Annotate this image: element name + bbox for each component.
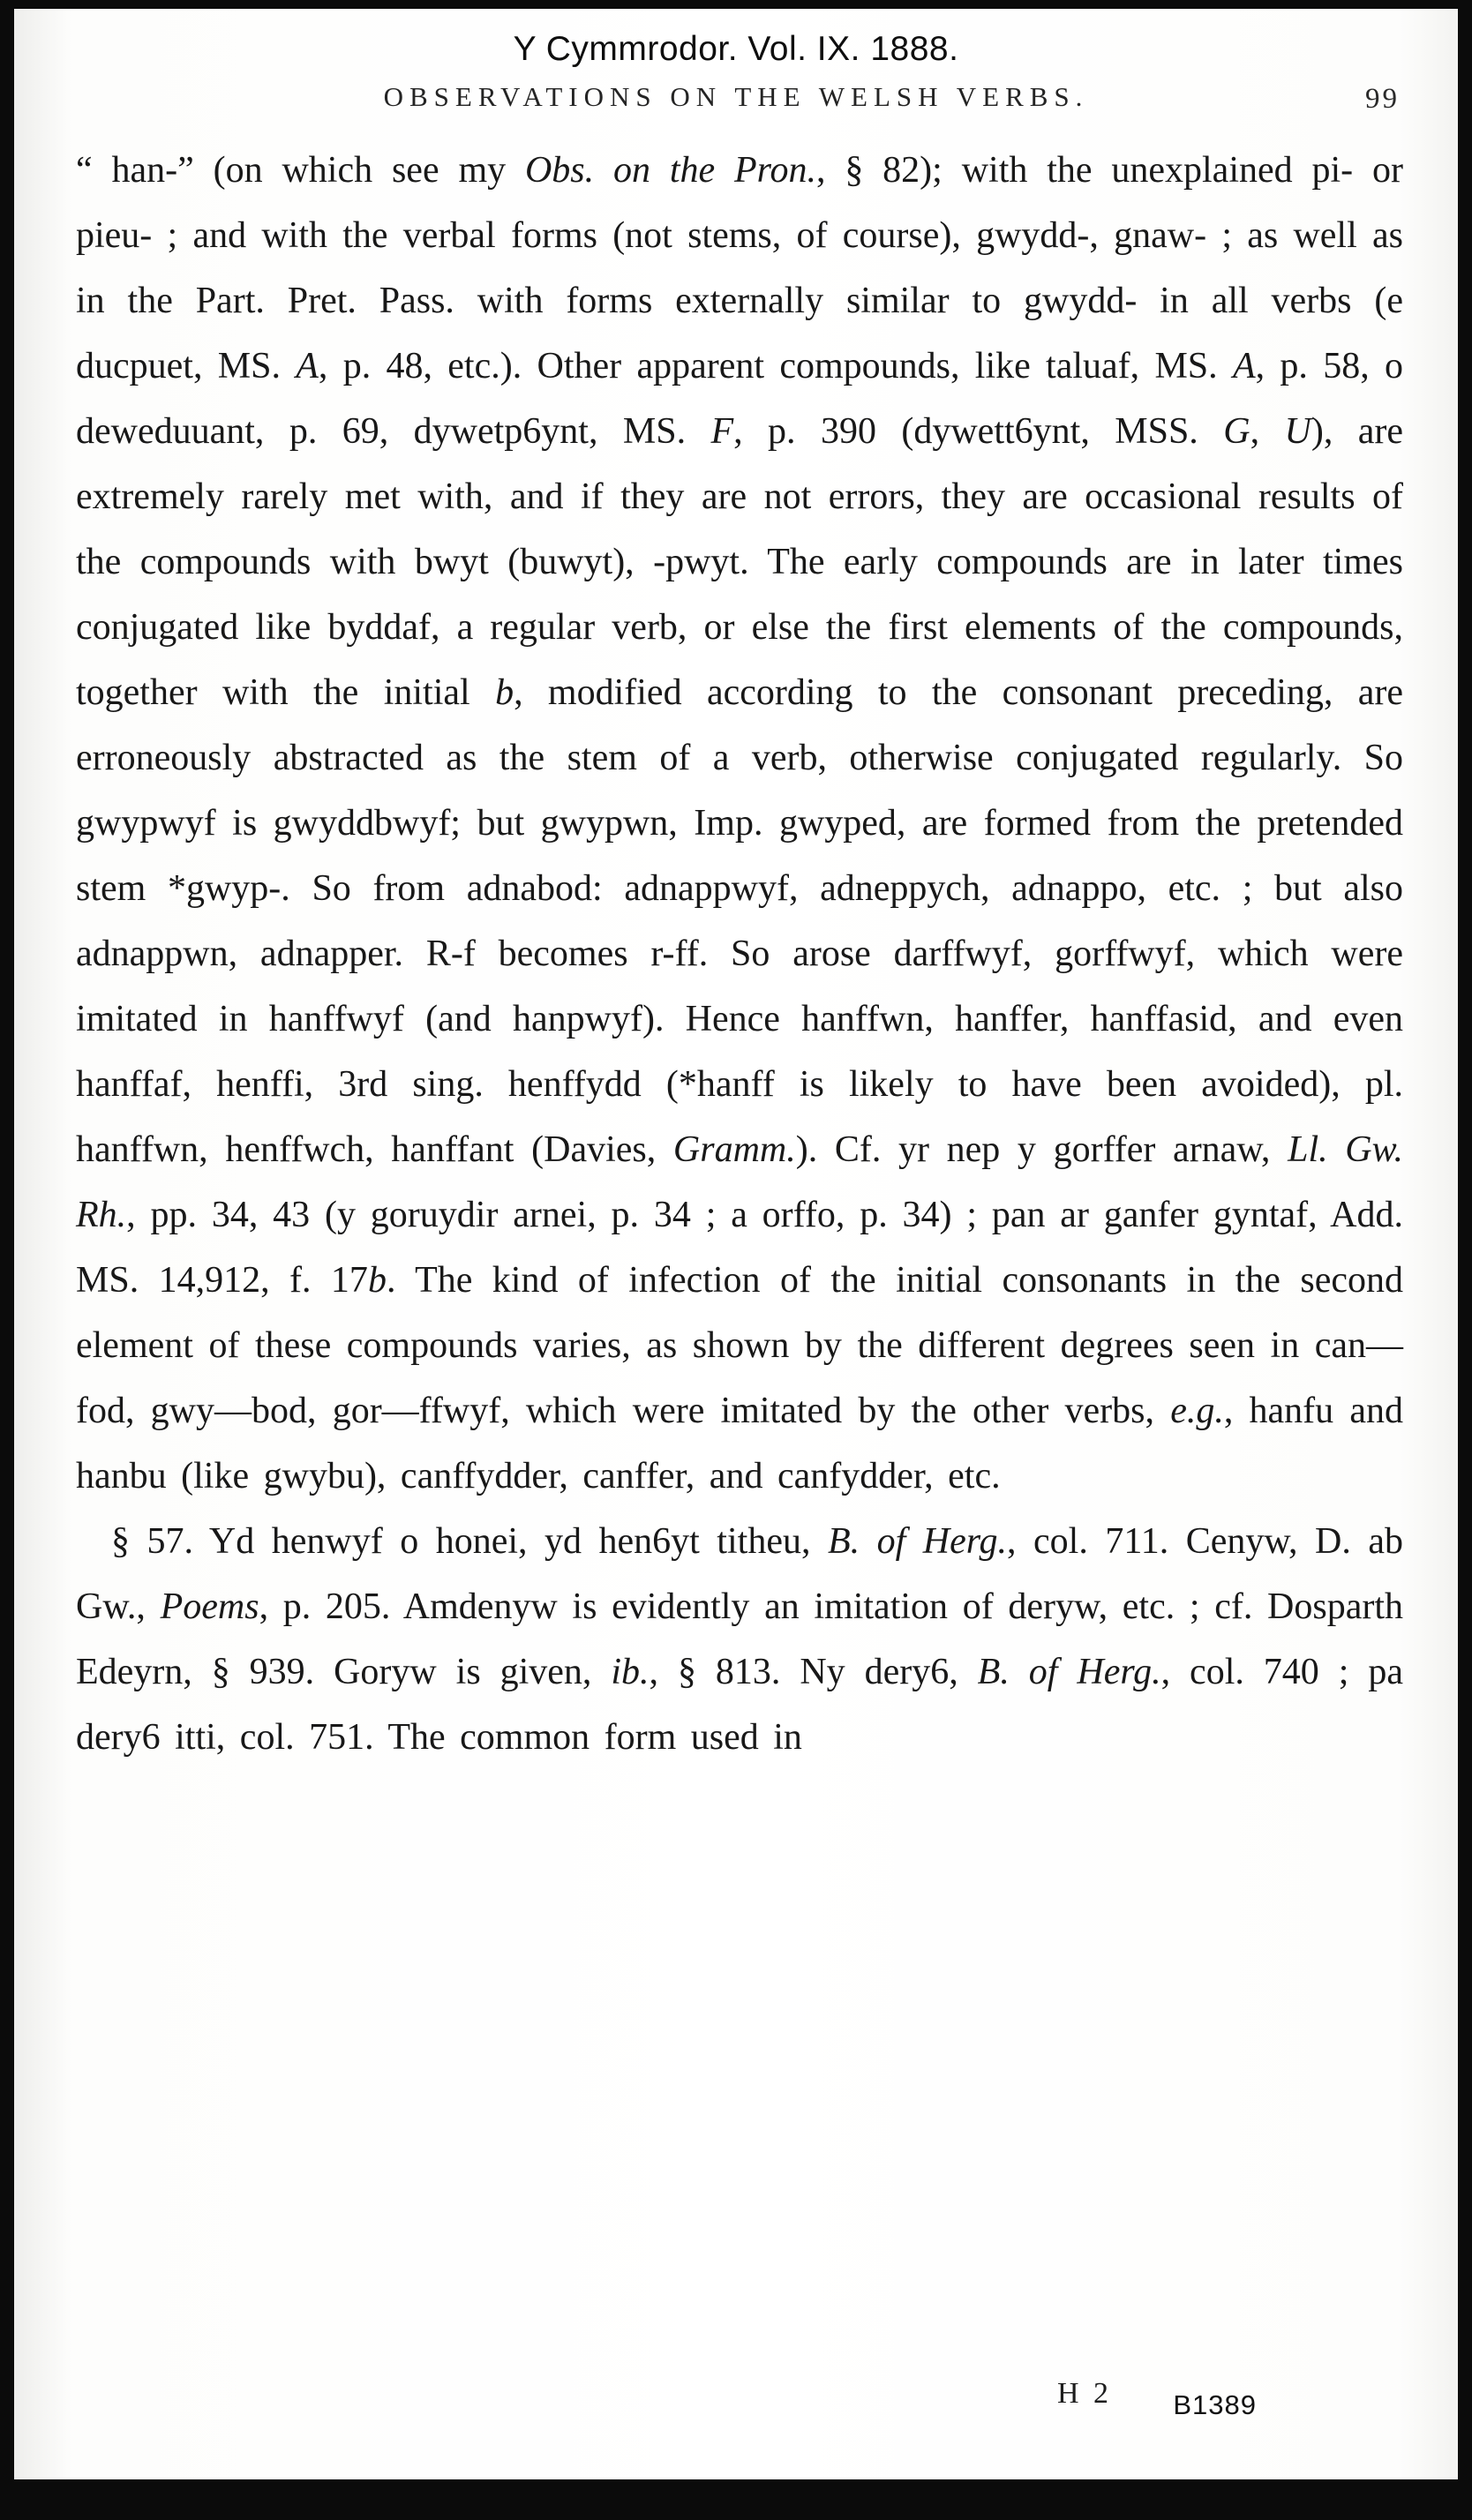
page-number: 99 — [1365, 83, 1400, 115]
italic-text-segment: A — [296, 346, 319, 386]
italic-text-segment: B. of Herg. — [977, 1652, 1161, 1692]
page-sheet — [14, 9, 1458, 2479]
italic-text-segment: ib. — [611, 1652, 650, 1692]
italic-text-segment: F — [710, 411, 734, 452]
text-segment: , col. 740 ; pa dery6 itti, col. 751. The common form used in — [76, 1652, 1403, 1758]
text-segment: , pp. 34, 43 (y goruydir arnei, p. 34 ; a orffo, p. 34) ; pan ar ganfer gyntaf, Add. MS. 14,912, f. 17 — [76, 1195, 1403, 1301]
text-segment: § 57. Yd henwyf o honei, yd hen6yt titheu, — [111, 1521, 828, 1562]
italic-text-segment: b — [367, 1260, 387, 1301]
text-segment: , p. 390 (dywett6ynt, MSS. — [733, 411, 1224, 452]
italic-text-segment: Gramm. — [672, 1129, 796, 1170]
text-segment: ). Cf. yr nep y gorffer arnaw, — [795, 1129, 1288, 1170]
paragraph — [76, 138, 1403, 1509]
italic-text-segment: B. of Herg. — [827, 1521, 1008, 1562]
text-segment: , p. 48, etc.). Other apparent compounds, like taluaf, MS. — [318, 346, 1233, 386]
running-head-row — [14, 81, 1458, 120]
text-segment: ), are extremely rarely met with, and if they are not errors, they are occasional results of the compounds with bwyt (buwyt), -pwyt. The early compounds are in later times conjugated like byddaf, a regular verb, or else the first elements of the compounds, together with the initial — [76, 411, 1403, 713]
italic-text-segment: Ll. Gw. Rh. — [76, 1129, 1403, 1235]
italic-text-segment: U — [1284, 411, 1311, 452]
italic-text-segment: G — [1223, 411, 1250, 452]
text-segment: . The kind of infection of the initial consonants in the second element of these compounds varies, as shown by the different degrees seen in can—fod, gwy—bod, gor—ffwyf, which were imitated by the other verbs, — [76, 1260, 1403, 1431]
text-segment: , p. 58, o deweduuant, p. 69, dywetp6ynt, MS. — [76, 346, 1404, 452]
paragraph — [76, 1509, 1403, 1770]
catalog-mark: B1389 — [1173, 2389, 1257, 2420]
italic-text-segment: Poems — [160, 1586, 259, 1627]
text-segment: , modified according to the consonant preceding, are erroneously abstracted as the stem of a verb, otherwise conjugated regularly. So gwypwyf is gwyddbwyf; but gwypwn, Imp. gwyped, are formed from the pretended stem *gwyp-. So from adnabod: adnappwyf, adneppych, adnappo, etc. ; but also adnappwn, adnapper. R-f becomes r-ff. So arose darffwyf, gorffwyf, which were imitated in hanffwyf (and hanpwyf). Hence hanffwn, hanffer, hanffasid, and even hanffaf, henffi, 3rd sing. henffydd (*hanff is likely to have been avoided), pl. hanffwn, henffwch, hanffant (Davies, — [76, 672, 1403, 1170]
signature-mark: H 2 — [1056, 2377, 1112, 2410]
text-segment: , hanfu and hanbu (like gwybu), canffydder, canffer, and canfydder, etc. — [76, 1391, 1403, 1496]
italic-text-segment: e.g. — [1170, 1391, 1224, 1431]
body-text — [76, 138, 1403, 1770]
text-segment: , p. 205. Amdenyw is evidently an imitation of deryw, etc. ; cf. Dosparth Edeyrn, § 939. Goryw is given, — [76, 1586, 1403, 1692]
running-header: OBSERVATIONS ON THE WELSH VERBS. — [383, 81, 1089, 112]
text-segment: , § 82); with the unexplained pi- or pieu- ; and with the verbal forms (not stems, of course), gwydd-, gnaw- ; as well as in the Part. Pret. Pass. with forms externally similar to gwydd- in all verbs (e ducpuet, MS. — [76, 150, 1403, 386]
italic-text-segment: b — [495, 672, 514, 713]
italic-text-segment: Obs. on the Pron. — [524, 150, 816, 191]
italic-text-segment: A — [1232, 346, 1256, 386]
text-segment: , — [1250, 411, 1285, 452]
volume-title: Y Cymmrodor. Vol. IX. 1888. — [513, 30, 959, 68]
text-segment: , § 813. Ny dery6, — [649, 1652, 978, 1692]
text-segment: “ han-” (on which see my — [76, 150, 525, 191]
text-segment: , col. 711. Cenyw, D. ab Gw., — [76, 1521, 1403, 1627]
